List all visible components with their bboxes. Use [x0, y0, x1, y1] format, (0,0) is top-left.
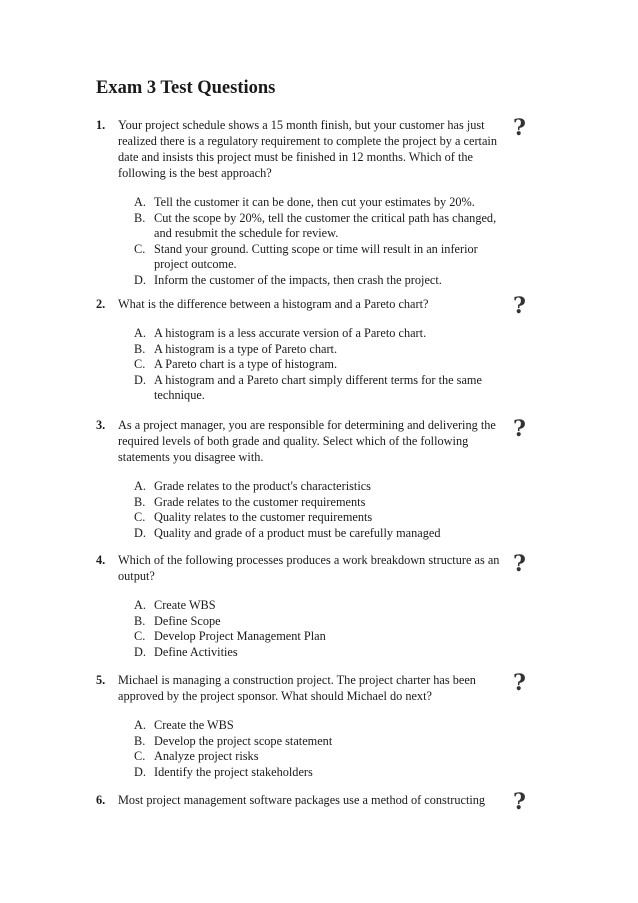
option-letter: A. [134, 718, 146, 732]
option-text: A histogram is a less accurate version of a Pareto chart. [154, 326, 427, 340]
question-text: Which of the following processes produces a work breakdown structure as an output? [118, 553, 500, 583]
option-letter: A. [134, 479, 146, 493]
answer-option-d [118, 373, 516, 404]
option-letter: B. [134, 733, 146, 748]
answer-option-a [118, 598, 516, 614]
option-letter: A. [134, 195, 146, 209]
question-text: What is the difference between a histogram and a Pareto chart? [118, 297, 429, 311]
option-text: Identify the project stakeholders [154, 764, 313, 779]
question-2 [96, 296, 516, 404]
answer-option-b [118, 342, 516, 358]
question-4 [96, 552, 516, 660]
question-1 [96, 117, 516, 288]
page-title: Exam 3 Test Questions [96, 78, 276, 98]
option-letter: A. [134, 326, 146, 340]
answer-option-c [118, 749, 516, 765]
option-text: Define Scope [154, 613, 221, 628]
question-mark-icon: ? [513, 789, 526, 815]
answer-option-b [118, 734, 516, 750]
answer-option-a [118, 326, 516, 342]
option-letter: B. [134, 341, 146, 356]
option-text: A Pareto chart is a type of histogram. [154, 357, 338, 371]
option-text: Create the WBS [154, 718, 234, 732]
question-stem [96, 672, 516, 704]
answer-options [118, 718, 516, 780]
option-text: Tell the customer it can be done, then cut your estimates by 20%. [154, 195, 475, 209]
option-letter: B. [134, 613, 146, 628]
question-mark-icon: ? [513, 670, 526, 696]
answer-option-b [118, 495, 516, 511]
answer-option-b [118, 614, 516, 630]
answer-options [118, 195, 516, 288]
question-number: 4. [96, 553, 106, 567]
answer-option-d [118, 526, 516, 542]
question-number: 6. [96, 793, 106, 807]
option-text: Grade relates to the customer requirements [154, 494, 366, 509]
option-text: Quality and grade of a product must be carefully managed [154, 525, 441, 540]
answer-options [118, 326, 516, 404]
option-text: Analyze project risks [154, 749, 259, 763]
option-letter: A. [134, 598, 146, 612]
option-letter: B. [134, 494, 146, 509]
answer-options [118, 479, 516, 541]
option-letter: D. [134, 764, 146, 779]
answer-option-c [118, 242, 516, 273]
question-mark-icon: ? [513, 416, 526, 442]
question-stem [96, 117, 516, 181]
option-text: Define Activities [154, 644, 238, 659]
question-stem [96, 296, 516, 312]
option-letter: C. [134, 629, 146, 643]
option-letter: D. [134, 644, 146, 659]
question-text: Michael is managing a construction project. The project charter has been approved by the project sponsor. What should Michael do next? [118, 673, 476, 703]
option-text: Stand your ground. Cutting scope or time will result in an inferior project outcome. [154, 241, 478, 271]
answer-option-c [118, 629, 516, 645]
option-letter: C. [134, 510, 146, 524]
option-text: Inform the customer of the impacts, then crash the project. [154, 272, 442, 287]
answer-option-a [118, 718, 516, 734]
question-stem [96, 792, 516, 808]
answer-option-a [118, 195, 516, 211]
option-text: Develop the project scope statement [154, 733, 333, 748]
answer-option-b [118, 211, 516, 242]
option-text: Quality relates to the customer requirements [154, 510, 373, 524]
question-number: 5. [96, 673, 106, 687]
option-text: Create WBS [154, 598, 216, 612]
question-text: Your project schedule shows a 15 month finish, but your customer has just realized there is a regulatory requirement to complete the project by a certain date and insists this project must be finished in 12 months. Which of the following is the best approach? [118, 118, 497, 180]
answer-options [118, 598, 516, 660]
question-number: 1. [96, 118, 106, 132]
answer-option-c [118, 510, 516, 526]
question-stem [96, 417, 516, 465]
question-mark-icon: ? [513, 551, 526, 577]
option-letter: D. [134, 372, 146, 387]
option-text: Cut the scope by 20%, tell the customer the critical path has changed, and resubmit the schedule for review. [154, 210, 497, 240]
question-number: 2. [96, 297, 106, 311]
question-text: As a project manager, you are responsible for determining and delivering the required levels of both grade and quality. Select which of the following statements you disagree with. [118, 418, 496, 464]
question-number: 3. [96, 418, 106, 432]
option-letter: C. [134, 749, 146, 763]
question-mark-icon: ? [513, 115, 526, 141]
answer-option-d [118, 765, 516, 781]
answer-option-a [118, 479, 516, 495]
question-stem [96, 552, 516, 584]
option-text: A histogram is a type of Pareto chart. [154, 341, 338, 356]
option-letter: D. [134, 525, 146, 540]
option-letter: D. [134, 272, 146, 287]
question-mark-icon: ? [513, 293, 526, 319]
option-text: Grade relates to the product's characteristics [154, 479, 371, 493]
option-letter: C. [134, 357, 146, 371]
question-6 [96, 792, 516, 808]
answer-option-c [118, 357, 516, 373]
answer-option-d [118, 645, 516, 661]
question-text: Most project management software packages use a method of constructing [118, 793, 486, 807]
option-letter: C. [134, 241, 146, 256]
question-5 [96, 672, 516, 780]
answer-option-d [118, 273, 516, 289]
option-text: Develop Project Management Plan [154, 629, 326, 643]
option-text: A histogram and a Pareto chart simply different terms for the same technique. [154, 372, 482, 402]
question-3 [96, 417, 516, 541]
option-letter: B. [134, 210, 146, 225]
